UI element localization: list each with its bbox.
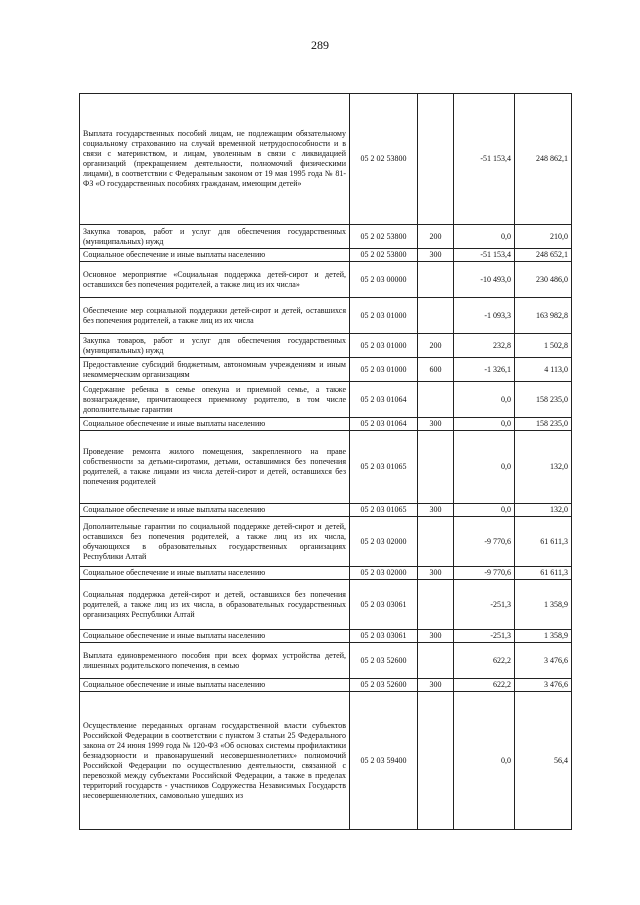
row-total-amount: 61 611,3 <box>515 517 572 567</box>
row-total-amount: 132,0 <box>515 504 572 517</box>
row-change-amount: -251,3 <box>454 630 515 643</box>
row-total-amount: 158 235,0 <box>515 382 572 418</box>
table-row <box>80 643 572 679</box>
row-change-amount: 0,0 <box>454 418 515 431</box>
row-name: Выплата государственных пособий лицам, не подлежащим обязательному социальному страхованию на случай временной нетрудоспособности и в связи с материнством, и лицам, уволенным в связи с ликвидацией организаций (прекращением деятельности, полномочий физическими лицами), в соответствии с Федеральным законом от 19 мая 1995 года № 81-ФЗ «О государственных пособиях гражданам, имеющим детей» <box>80 94 350 225</box>
row-code: 05 2 03 02000 <box>350 567 418 580</box>
row-expense-type: 200 <box>418 225 454 249</box>
row-change-amount: -9 770,6 <box>454 517 515 567</box>
row-code: 05 2 03 00000 <box>350 262 418 298</box>
row-code: 05 2 03 03061 <box>350 580 418 630</box>
row-change-amount: -51 153,4 <box>454 94 515 225</box>
row-change-amount: -51 153,4 <box>454 249 515 262</box>
row-expense-type <box>418 643 454 679</box>
row-total-amount: 1 502,8 <box>515 334 572 358</box>
row-total-amount: 3 476,6 <box>515 643 572 679</box>
row-expense-type: 600 <box>418 358 454 382</box>
row-total-amount: 248 862,1 <box>515 94 572 225</box>
row-change-amount: 0,0 <box>454 431 515 504</box>
table-row <box>80 358 572 382</box>
row-name: Предоставление субсидий бюджетным, автономным учреждениям и иным некоммерческим организациям <box>80 358 350 382</box>
row-total-amount: 56,4 <box>515 692 572 830</box>
row-change-amount: 0,0 <box>454 382 515 418</box>
row-total-amount: 61 611,3 <box>515 567 572 580</box>
row-change-amount: -1 093,3 <box>454 298 515 334</box>
row-name: Основное мероприятие «Социальная поддержка детей-сирот и детей, оставшихся без попечения родителей, а также лиц из их числа» <box>80 262 350 298</box>
row-expense-type: 300 <box>418 567 454 580</box>
row-name: Дополнительные гарантии по социальной поддержке детей-сирот и детей, оставшихся без попечения родителей, а также лиц из их числа, обучающихся в образовательных государственных организациях Республики Алтай <box>80 517 350 567</box>
table-row <box>80 262 572 298</box>
row-name: Проведение ремонта жилого помещения, закрепленного на праве собственности за детьми-сиротами, детьми, оставшимися без попечения родителей, а также лицами из числа детей-сирот и детей, оставшихся без попечения родителей <box>80 431 350 504</box>
row-expense-type <box>418 262 454 298</box>
row-code: 05 2 03 01064 <box>350 418 418 431</box>
row-expense-type: 300 <box>418 630 454 643</box>
row-name: Социальное обеспечение и иные выплаты населению <box>80 567 350 580</box>
row-name: Содержание ребенка в семье опекуна и приемной семье, а также вознаграждение, причитающееся приемному родителю, в том числе дополнительные гарантии <box>80 382 350 418</box>
table-row <box>80 580 572 630</box>
row-expense-type <box>418 692 454 830</box>
table-row <box>80 504 572 517</box>
table-row <box>80 225 572 249</box>
row-expense-type <box>418 382 454 418</box>
row-change-amount: 0,0 <box>454 692 515 830</box>
row-expense-type <box>418 94 454 225</box>
row-name: Социальное обеспечение и иные выплаты населению <box>80 249 350 262</box>
row-total-amount: 3 476,6 <box>515 679 572 692</box>
row-expense-type: 300 <box>418 418 454 431</box>
table-row <box>80 418 572 431</box>
row-expense-type: 200 <box>418 334 454 358</box>
row-total-amount: 1 358,9 <box>515 580 572 630</box>
row-change-amount: -10 493,0 <box>454 262 515 298</box>
table-row <box>80 679 572 692</box>
table-row <box>80 692 572 830</box>
row-expense-type <box>418 517 454 567</box>
table-row <box>80 249 572 262</box>
row-name: Социальное обеспечение и иные выплаты населению <box>80 630 350 643</box>
row-change-amount: 622,2 <box>454 643 515 679</box>
row-expense-type <box>418 431 454 504</box>
row-code: 05 2 03 02000 <box>350 517 418 567</box>
row-expense-type <box>418 298 454 334</box>
row-total-amount: 132,0 <box>515 431 572 504</box>
row-expense-type: 300 <box>418 679 454 692</box>
table-row <box>80 94 572 225</box>
row-code: 05 2 03 52600 <box>350 679 418 692</box>
row-code: 05 2 02 53800 <box>350 225 418 249</box>
row-code: 05 2 02 53800 <box>350 94 418 225</box>
budget-table-body <box>80 94 572 830</box>
row-change-amount: -251,3 <box>454 580 515 630</box>
row-code: 05 2 03 01000 <box>350 358 418 382</box>
row-change-amount: 232,8 <box>454 334 515 358</box>
row-name: Социальная поддержка детей-сирот и детей, оставшихся без попечения родителей, а также лиц из их числа, в образовательных государственных организациях Республики Алтай <box>80 580 350 630</box>
row-code: 05 2 03 01065 <box>350 504 418 517</box>
table-row <box>80 298 572 334</box>
row-change-amount: 622,2 <box>454 679 515 692</box>
row-name: Выплата единовременного пособия при всех формах устройства детей, лишенных родительского попечения, в семью <box>80 643 350 679</box>
row-change-amount: 0,0 <box>454 225 515 249</box>
row-code: 05 2 02 53800 <box>350 249 418 262</box>
table-row <box>80 334 572 358</box>
table-row <box>80 431 572 504</box>
row-total-amount: 1 358,9 <box>515 630 572 643</box>
row-name: Осуществление переданных органам государственной власти субъектов Российской Федерации в соответствии с пунктом 3 статьи 25 Федерального закона от 24 июня 1999 года № 120-ФЗ «Об основах системы профилактики безнадзорности и правонарушений несовершеннолетних» полномочий Российской Федерации по осуществлению деятельности, связанной с перевозкой между субъектами Российской Федерации, а также в пределах территорий государств - участников Содружества Независимых Государств несовершеннолетних, самовольно ушедших из <box>80 692 350 830</box>
row-code: 05 2 03 01000 <box>350 334 418 358</box>
row-change-amount: -1 326,1 <box>454 358 515 382</box>
row-total-amount: 158 235,0 <box>515 418 572 431</box>
row-total-amount: 210,0 <box>515 225 572 249</box>
row-code: 05 2 03 03061 <box>350 630 418 643</box>
row-total-amount: 248 652,1 <box>515 249 572 262</box>
row-expense-type <box>418 580 454 630</box>
row-code: 05 2 03 01064 <box>350 382 418 418</box>
table-row <box>80 630 572 643</box>
table-row <box>80 567 572 580</box>
row-total-amount: 230 486,0 <box>515 262 572 298</box>
row-code: 05 2 03 01000 <box>350 298 418 334</box>
row-code: 05 2 03 59400 <box>350 692 418 830</box>
row-code: 05 2 03 01065 <box>350 431 418 504</box>
row-total-amount: 4 113,0 <box>515 358 572 382</box>
row-change-amount: -9 770,6 <box>454 567 515 580</box>
row-name: Социальное обеспечение и иные выплаты населению <box>80 504 350 517</box>
table-row <box>80 517 572 567</box>
row-name: Закупка товаров, работ и услуг для обеспечения государственных (муниципальных) нужд <box>80 334 350 358</box>
row-total-amount: 163 982,8 <box>515 298 572 334</box>
row-code: 05 2 03 52600 <box>350 643 418 679</box>
row-change-amount: 0,0 <box>454 504 515 517</box>
page-number: 289 <box>311 38 329 52</box>
table-row <box>80 382 572 418</box>
row-name: Закупка товаров, работ и услуг для обеспечения государственных (муниципальных) нужд <box>80 225 350 249</box>
row-name: Социальное обеспечение и иные выплаты населению <box>80 679 350 692</box>
row-expense-type: 300 <box>418 249 454 262</box>
row-expense-type: 300 <box>418 504 454 517</box>
row-name: Обеспечение мер социальной поддержки детей-сирот и детей, оставшихся без попечения родителей, а также лиц из их числа <box>80 298 350 334</box>
budget-table <box>79 93 572 830</box>
row-name: Социальное обеспечение и иные выплаты населению <box>80 418 350 431</box>
